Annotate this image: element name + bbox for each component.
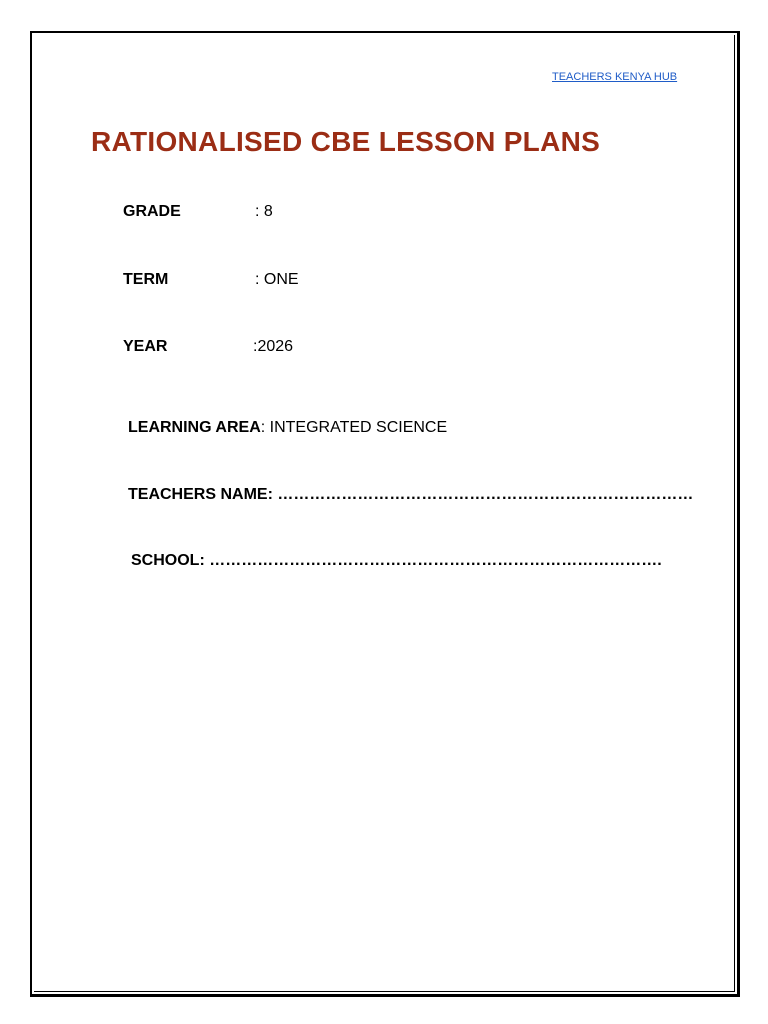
school-line <box>131 552 662 570</box>
learning-area-line <box>128 419 447 437</box>
learning-area-value: : INTEGRATED SCIENCE <box>260 419 448 436</box>
year-value: :2026 <box>253 338 294 355</box>
header-link[interactable]: TEACHERS KENYA HUB <box>552 71 678 83</box>
teachers-name-field: …………………………………………………………………… <box>277 486 694 503</box>
grade-label: GRADE <box>123 203 181 220</box>
teachers-name-label: TEACHERS NAME: <box>128 486 278 503</box>
teachers-name-line <box>128 486 693 504</box>
document-title: RATIONALISED CBE LESSON PLANS <box>91 126 601 157</box>
term-label: TERM <box>123 271 169 288</box>
term-value: : ONE <box>255 271 299 288</box>
school-field: …………………………………………………………………………. <box>209 552 662 569</box>
page-border <box>30 31 740 997</box>
learning-area-label: LEARNING AREA <box>128 419 261 436</box>
grade-value: : 8 <box>255 203 273 220</box>
year-label: YEAR <box>123 338 168 355</box>
school-label: SCHOOL: <box>131 552 210 569</box>
